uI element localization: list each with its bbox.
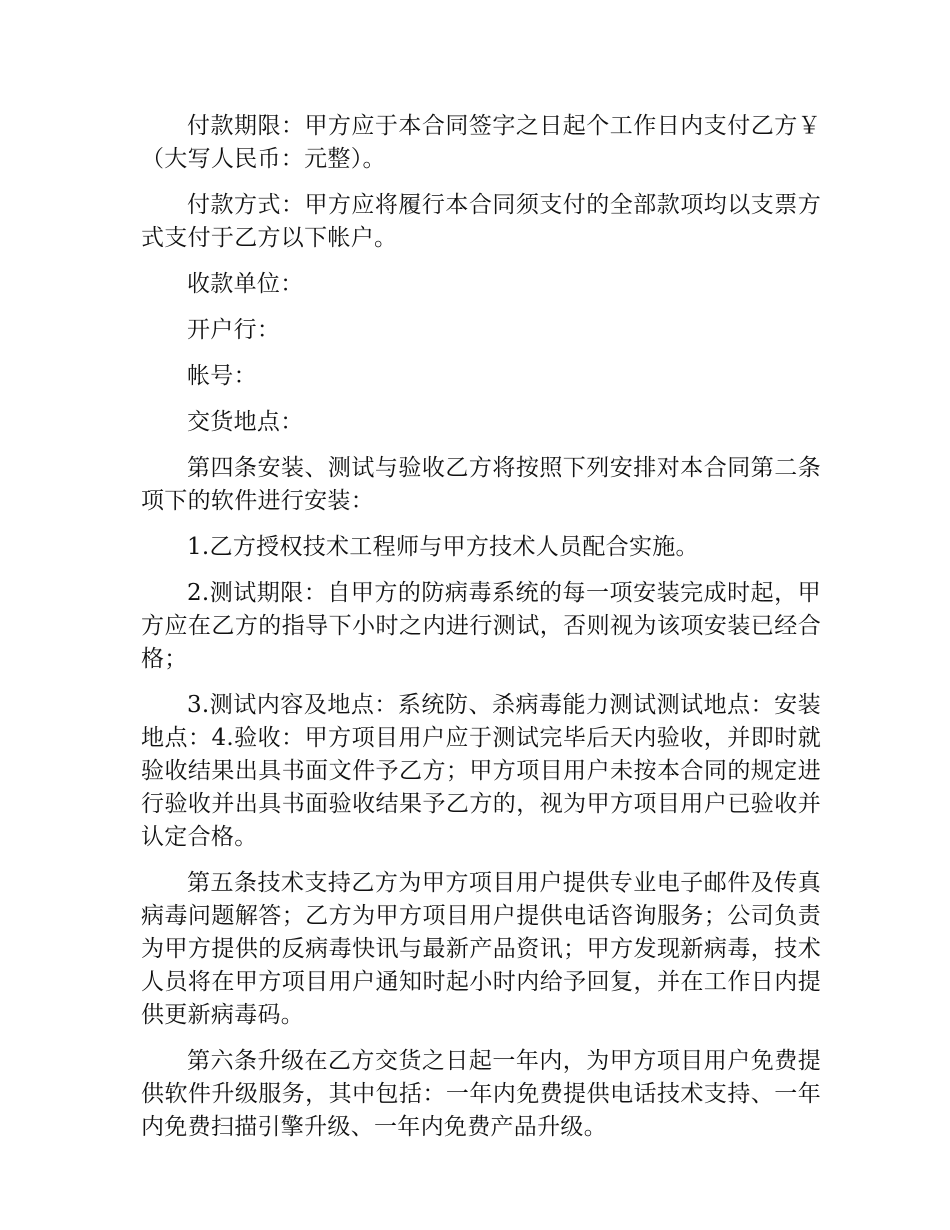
paragraph-article-4: 第四条安装、测试与验收乙方将按照下列安排对本合同第二条项下的软件进行安装：: [141, 455, 821, 514]
paragraph-item-3: 3.测试内容及地点：系统防、杀病毒能力测试测试地点：安装地点：4.验收：甲方项目用户应于测试完毕后天内验收，并即时就验收结果出具书面文件予乙方；甲方项目用户未按本合同的规定进行验收并出具书面验收结果予乙方的，视为甲方项目用户已验收并认定合格。: [141, 692, 821, 850]
document-body: [141, 110, 821, 1157]
paragraph-account-number: 帐号：: [187, 363, 257, 389]
paragraph-item-1: 1.乙方授权技术工程师与甲方技术人员配合实施。: [187, 534, 699, 560]
paragraph-payment-deadline: 付款期限：甲方应于本合同签字之日起个工作日内支付乙方￥（大写人民币：元整）。: [141, 113, 821, 172]
paragraph-delivery-location: 交货地点：: [187, 409, 304, 435]
paragraph-bank: 开户行：: [187, 317, 281, 343]
paragraph-payee: 收款单位：: [187, 271, 304, 297]
paragraph-payment-method: 付款方式：甲方应将履行本合同须支付的全部款项均以支票方式支付于乙方以下帐户。: [141, 192, 821, 251]
paragraph-item-2: 2.测试期限：自甲方的防病毒系统的每一项安装完成时起，甲方应在乙方的指导下小时之内进行测试，否则视为该项安装已经合格；: [141, 580, 821, 672]
paragraph-article-5: 第五条技术支持乙方为甲方项目用户提供专业电子邮件及传真病毒问题解答；乙方为甲方项目用户提供电话咨询服务；公司负责为甲方提供的反病毒快讯与最新产品资讯；甲方发现新病毒，技术人员将在甲方项目用户通知时起小时内给予回复，并在工作日内提供更新病毒码。: [141, 870, 821, 1028]
paragraph-article-6: 第六条升级在乙方交货之日起一年内，为甲方项目用户免费提供软件升级服务，其中包括：一年内免费提供电话技术支持、一年内免费扫描引擎升级、一年内免费产品升级。: [141, 1048, 821, 1140]
